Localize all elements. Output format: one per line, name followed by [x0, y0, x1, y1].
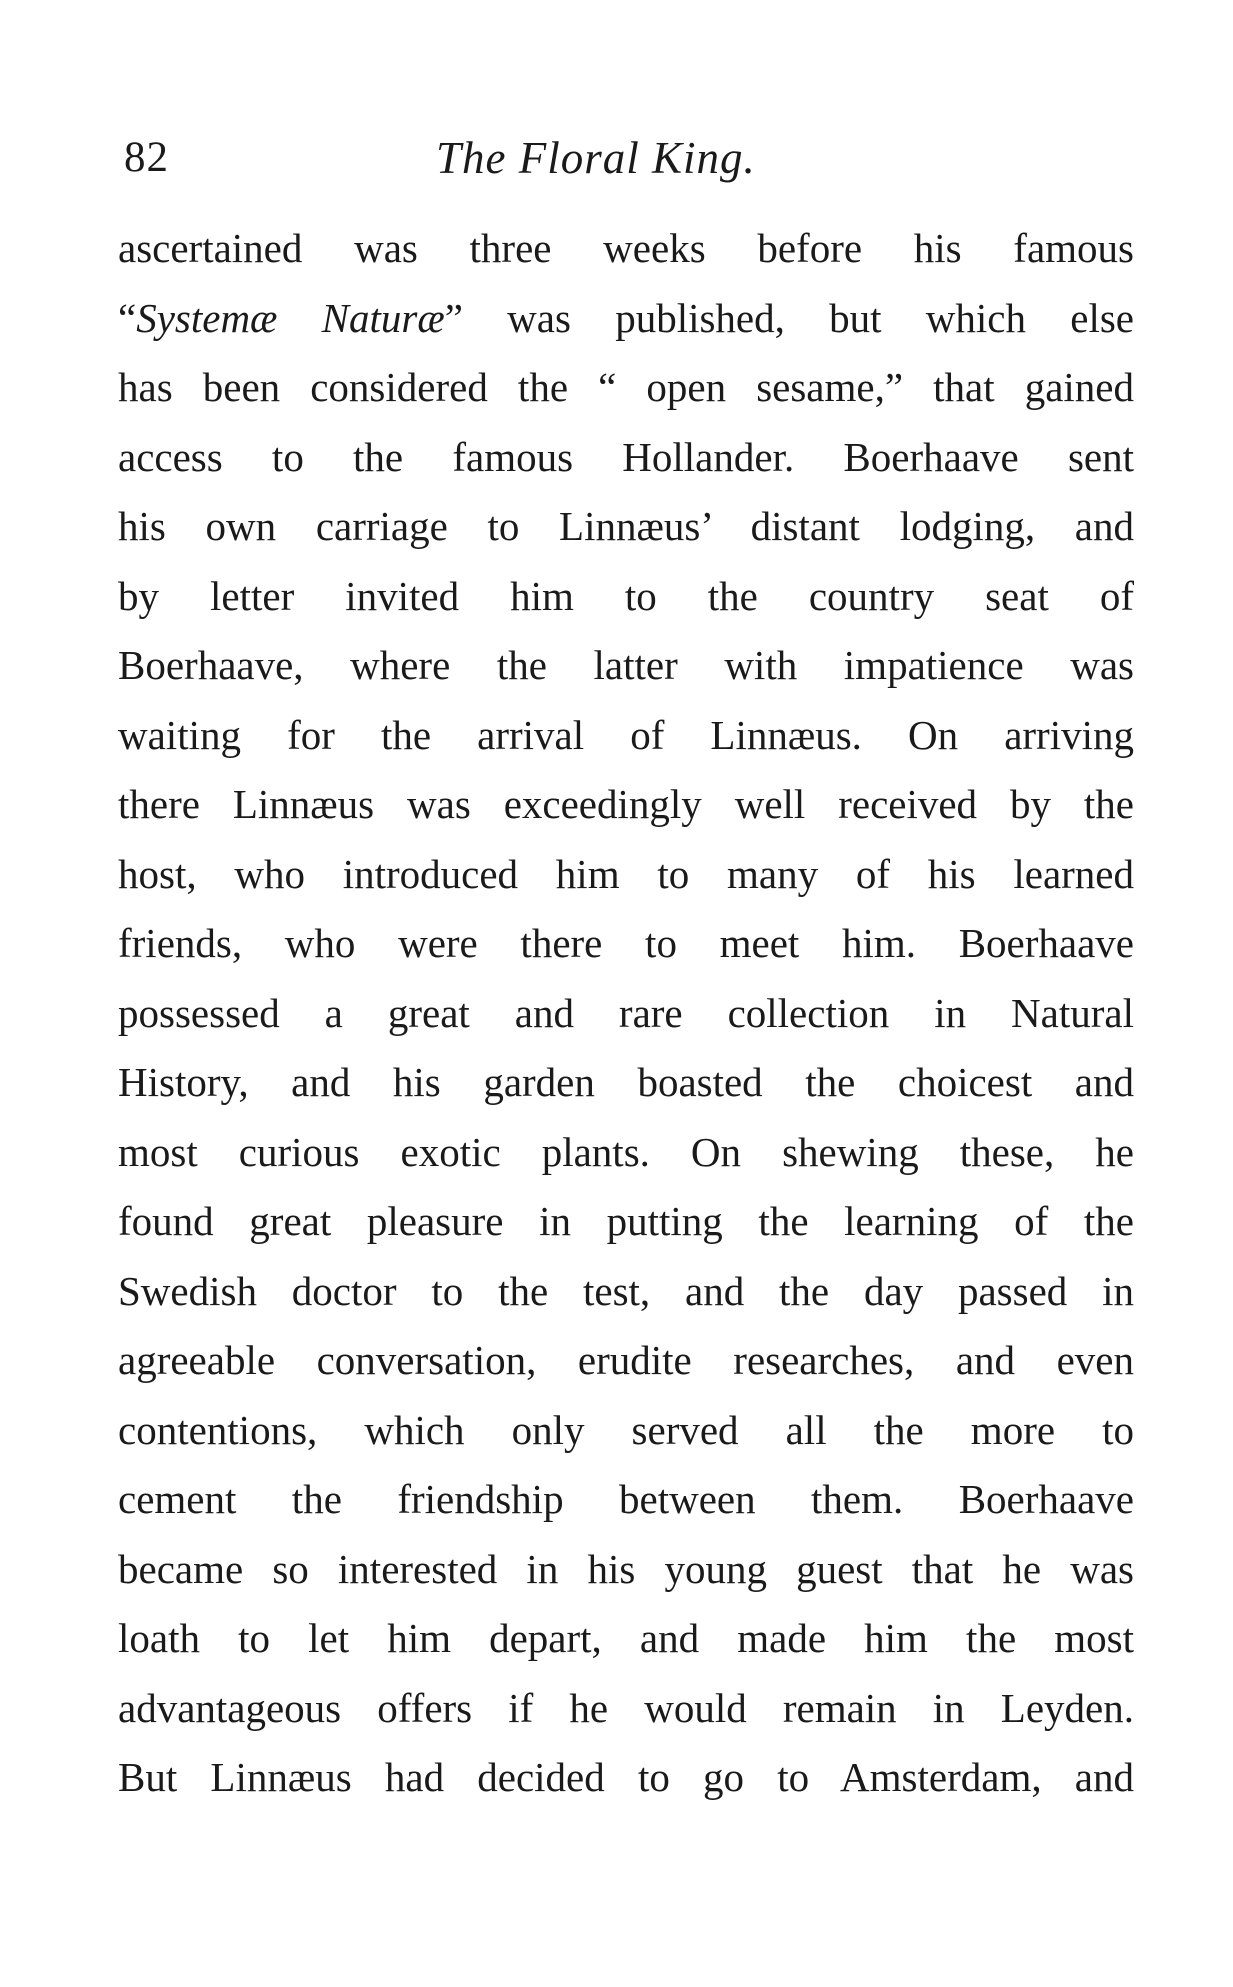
italic-title: Systemæ Naturæ [136, 294, 445, 341]
text-line: host, who introduced him to many of his learned [118, 850, 1134, 897]
text-line: found great pleasure in putting the learning of the [118, 1198, 1134, 1244]
text-line: Swedish doctor to the test, and the day passed in [118, 1267, 1134, 1314]
text-line: by letter invited him to the country seat of [118, 572, 1134, 619]
text-line: friends, who were there to meet him. Boerhaave [118, 920, 1134, 966]
text-line: most curious exotic plants. On shewing these, he [118, 1128, 1134, 1175]
text-line: cement the friendship between them. Boerhaave [118, 1476, 1134, 1522]
text-line: ascertained was three weeks before his famous [118, 225, 1134, 271]
text-line: his own carriage to Linnæus’ distant lodging, and [118, 503, 1134, 549]
text-line: there Linnæus was exceedingly well received by the [118, 781, 1134, 827]
open-quote: “ [118, 294, 137, 341]
text-line: loath to let him depart, and made him the most [118, 1615, 1134, 1661]
page-number: 82 [124, 134, 169, 181]
text-line: has been considered the “ open sesame,” that gained [118, 364, 1134, 410]
text-line: agreeable conversation, erudite researches, and even [118, 1337, 1134, 1383]
text-line: contentions, which only served all the more to [118, 1406, 1134, 1453]
line-rest: was published, but which else [507, 294, 1134, 341]
running-head [124, 128, 1114, 188]
text-line: But Linnæus had decided to go to Amsterdam, and [118, 1754, 1134, 1800]
book-title: The Floral King. [436, 133, 756, 183]
text-line: Boerhaave, where the latter with impatience was [118, 642, 1134, 688]
text-line [118, 284, 1134, 354]
body-text [118, 214, 1134, 1813]
text-line: access to the famous Hollander. Boerhaave sent [118, 433, 1134, 480]
close-quote: ” [444, 294, 463, 341]
text-line: possessed a great and rare collection in Natural [118, 989, 1134, 1036]
text-line: became so interested in his young guest that he was [118, 1545, 1134, 1592]
text-line: advantageous offers if he would remain in Leyden. [118, 1684, 1134, 1731]
text-line: History, and his garden boasted the choicest and [118, 1059, 1134, 1105]
text-line: waiting for the arrival of Linnæus. On arriving [118, 711, 1134, 758]
